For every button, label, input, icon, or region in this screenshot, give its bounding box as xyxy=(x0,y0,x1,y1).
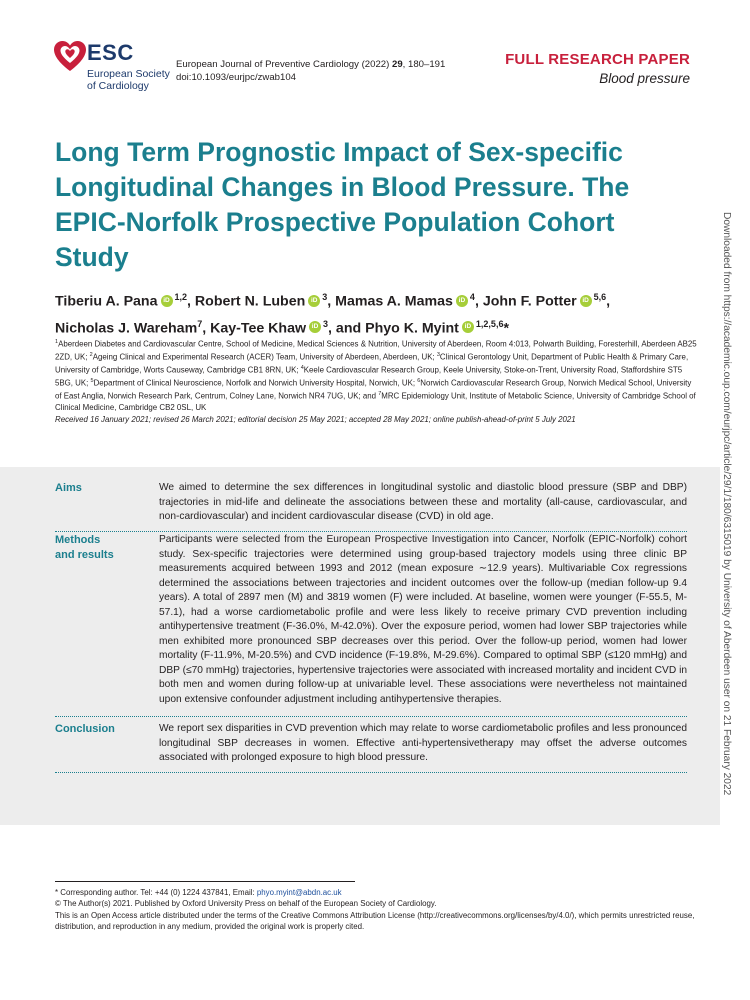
abstract-methods-results xyxy=(55,533,687,717)
download-watermark xyxy=(718,212,734,796)
affil-number: 7 xyxy=(378,391,382,398)
methods-label-line-2: and results xyxy=(55,548,114,561)
footnotes xyxy=(55,887,695,932)
abstract-conclusion xyxy=(55,722,687,773)
affil-text: Ageing Clinical and Experimental Research (ACER) Team, University of Aberdeen, Aberdeen, UK; xyxy=(92,352,437,362)
doi[interactable]: doi:10.1093/eurjpc/zwab104 xyxy=(176,72,297,83)
author-list: Tiberiu A. PanaiD $^{1,2}$, Robert N. LubeniD $^3$, Mamas A. MamasiD $^4$, John F. PotteriD $^{5,6}$, Nicholas J. Wareham$^7$, Kay-Tee KhawiD $^3$, and Phyo K. MyintiD $^{1,2,5,6}$* xyxy=(55,286,705,339)
author-affil: 3 xyxy=(322,292,328,302)
author-name[interactable]: Phyo K. Myint xyxy=(365,320,459,337)
affil-text: Norwich Cardiovascular Research Group, Norwich Medical School, University of East Anglia, Norwich Research Park, Centrum, Colney Lane, Norwich NR4 7UG, UK; and xyxy=(55,378,692,401)
copyright: © The Author(s) 2021. Published by Oxford University Press on behalf of the European Society of Cardiology. xyxy=(55,899,437,909)
author-affil: 1,2,5,6 xyxy=(475,318,504,329)
affil-text: Clinical Gerontology Unit, Department of Public Health & Primary Care, University of Cambridge, Worts Causeway, Cambridge CB1 8RN, UK; xyxy=(55,352,689,375)
author-affil: 1,2 xyxy=(174,292,188,302)
structured-abstract xyxy=(0,467,720,825)
heart-logo-icon xyxy=(53,40,87,74)
affiliations xyxy=(55,337,700,414)
affil-text: Aberdeen Diabetes and Cardiovascular Centre, School of Medicine, Medical Sciences & Nutrition, University of Aberdeen, Room 4:013, Polwarth Building, Foresterhill, Aberdeen AB25 2ZD, UK; xyxy=(55,339,697,362)
orcid-icon[interactable] xyxy=(309,321,321,333)
article-section: Blood pressure xyxy=(599,71,690,86)
email-link[interactable]: phyo.myint@abdn.ac.uk xyxy=(256,888,342,897)
orcid-icon[interactable] xyxy=(456,295,468,307)
orcid-icon[interactable] xyxy=(308,295,320,307)
author-name[interactable]: Mamas A. Mamas xyxy=(335,293,453,310)
author-affil: 5,6 xyxy=(593,292,607,302)
download-note: Downloaded from https://academic.oup.com/eurjpc/article/29/1/180/6315019 by University of Aberdeen user on 21 February 2022 xyxy=(721,212,732,796)
affil-number: 2 xyxy=(89,352,93,359)
aims-label: Aims xyxy=(55,482,82,494)
conclusion-label: Conclusion xyxy=(55,723,115,735)
article-title: Long Term Prognostic Impact of Sex-specific Longitudinal Changes in Blood Pressure. The EPIC-Norfolk Prospective Population Cohort Study xyxy=(55,137,630,272)
orcid-icon[interactable] xyxy=(580,295,592,307)
journal-citation xyxy=(176,58,445,71)
corresponding-text: * Corresponding author. Tel: +44 (0) 1224 437841, Email: xyxy=(55,888,257,897)
orcid-icon[interactable] xyxy=(161,295,173,307)
author-affil: 3 xyxy=(323,318,329,329)
journal-pages: , 180–191 xyxy=(402,59,446,70)
methods-label-line-1: Methods xyxy=(55,534,101,546)
footer-divider xyxy=(55,881,355,882)
methods-text: Participants were selected from the European Prospective Investigation into Cancer, Norfolk (EPIC-Norfolk) cohort study. Sex-specific trajectories were determined using group-based trajectory models using three clinic BP measurements acquired between 1993 and 2012 (mean exposure ∼12.9 years). Multivariable Cox regressions determined the associations between trajectories and incident outcomes over the follow-up (median follow-up 9.4 years). A total of 2897 men (M) and 3819 women (F) were included. At baseline, women were younger (F-55.5, M-57.1), had a worse cardiometabolic profile and were less likely to receive primary CVD prevention including antihypertensive treatment (F-36.0%, M-42.0%). Over the exposure period, women had lower SBP trajectories while men exhibited more pronounced SBP decreases over this period. Over the follow-up period, women had lower mortality (F-11.9%, M-20.5%) and CVD incidence (F-19.8%, M-29.6%). Compared to optimal SBP (≤120 mmHg) and DBP (≤70 mmHg) trajectories, hypertensive trajectories were associated with increased mortality and incident CVD in both men and women during follow-up at univariable level. These associations were nevertheless not maintained upon extensive confounder adjustment including antihypertensive therapies. xyxy=(159,534,687,705)
esc-logo xyxy=(53,40,170,95)
abstract-aims xyxy=(55,481,687,532)
affil-text: MRC Epidemiology Unit, Institute of Metabolic Science, University of Cambridge School of Clinical Medicine, Cambridge CB2 0SL, UK xyxy=(55,391,696,413)
corresponding-author xyxy=(55,887,695,898)
affil-text: Department of Clinical Neuroscience, Norfolk and Norwich University Hospital, Norwich, UK; xyxy=(93,378,418,388)
affil-number: 1 xyxy=(55,339,59,345)
article-type-block xyxy=(505,51,690,86)
author-name[interactable]: John F. Potter xyxy=(482,293,577,310)
society-line-2: of Cardiology xyxy=(87,80,149,92)
author-affil: 4 xyxy=(469,292,475,302)
journal-info xyxy=(176,58,445,84)
license-text: This is an Open Access article distributed under the terms of the Creative Commons Attribution License (http://creativecommons.org/licenses/by/4.0/), which permits unrestricted reuse, distribution, and reproduction in any medium, provided the original work is properly cited. xyxy=(55,910,695,931)
society-line-1: European Society xyxy=(87,68,170,80)
author-affil: 7 xyxy=(197,318,203,329)
aims-text: We aimed to determine the sex differences in longitudinal systolic and diastolic blood pressure (SBP and DBP) trajectories in mid-life and delineate the associations between these and mortality (all-cause, cardiovascular, and non-cardiovascular) and incident cardiovascular disease (CVD) in old age. xyxy=(159,482,687,522)
affil-number: 4 xyxy=(300,365,304,372)
author-name[interactable]: Nicholas J. Wareham xyxy=(55,320,198,337)
journal-volume: 29 xyxy=(392,59,403,70)
affil-text: Keele Cardiovascular Research Group, Keele University, Stoke-on-Trent, University Road, Staffordshire ST5 5BG, UK; xyxy=(55,365,683,388)
author-name[interactable]: Tiberiu A. Pana xyxy=(55,293,158,310)
received-dates: Received 16 January 2021; revised 26 March 2021; editorial decision 25 May 2021; accepted 28 May 2021; online publish-ahead-of-print 5 July 2021 xyxy=(55,415,576,424)
orcid-icon[interactable] xyxy=(462,321,474,333)
affil-number: 5 xyxy=(90,378,94,385)
affil-number: 3 xyxy=(436,352,440,359)
author-name[interactable]: Robert N. Luben xyxy=(194,293,306,310)
society-name xyxy=(87,68,177,92)
article-type: FULL RESEARCH PAPER xyxy=(505,51,690,68)
corresponding-mark: * xyxy=(503,320,509,337)
conclusion-text: We report sex disparities in CVD prevention which may relate to worse cardiometabolic profiles and less pronounced longitudinal SBP decreases in women. Effective anti-hypertensivetherapy may offset the adverse outcomes associated with prolonged exposure to high blood pressure. xyxy=(159,723,687,763)
logo-esc-text: ESC xyxy=(87,40,134,65)
author-name[interactable]: Kay-Tee Khaw xyxy=(210,320,307,337)
methods-label xyxy=(55,533,150,562)
journal-name: European Journal of Preventive Cardiology (2022) xyxy=(176,59,392,70)
affil-number: 6 xyxy=(417,378,421,385)
